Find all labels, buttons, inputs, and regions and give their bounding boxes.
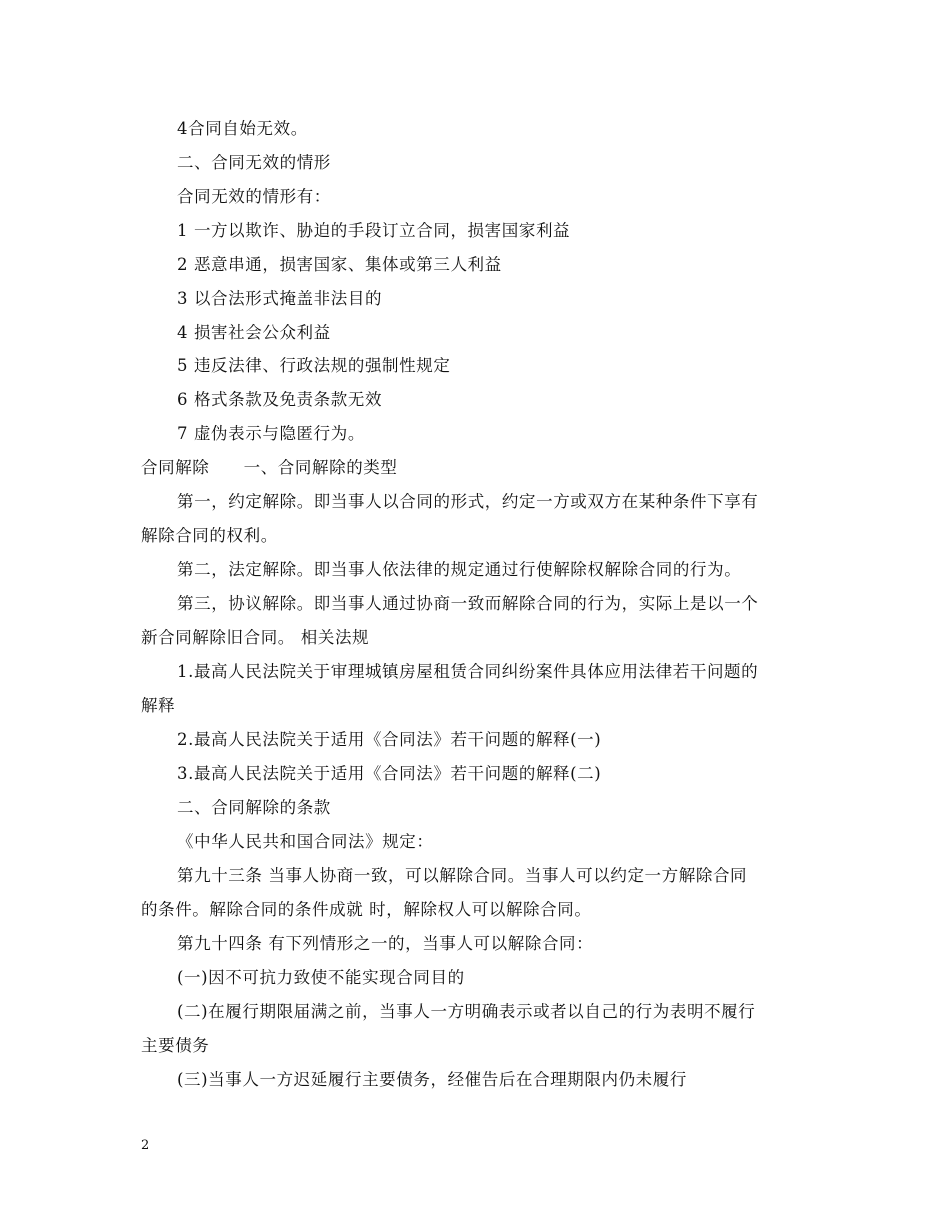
list-item: 3 以合法形式掩盖非法目的 <box>177 289 383 308</box>
paragraph-line: 第二，法定解除。即当事人依法律的规定通过行使解除权解除合同的行为。 <box>177 560 742 579</box>
list-item: 1 一方以欺诈、胁迫的手段订立合同，损害国家利益 <box>177 221 571 240</box>
section-heading: 合同解除 一、合同解除的类型 <box>141 458 398 477</box>
page-number: 2 <box>141 1138 150 1153</box>
list-item: 7 虚伪表示与隐匿行为。 <box>177 424 365 443</box>
section-heading: 二、合同无效的情形 <box>177 153 331 172</box>
list-item: (三)当事人一方迟延履行主要债务，经催告后在合理期限内仍未履行 <box>177 1070 687 1089</box>
list-item: 6 格式条款及免责条款无效 <box>177 390 383 409</box>
list-item: 1.最高人民法院关于审理城镇房屋租赁合同纠纷案件具体应用法律若干问题的 <box>177 662 759 681</box>
paragraph-line: 第一，约定解除。即当事人以合同的形式，约定一方或双方在某种条件下享有 <box>177 492 759 511</box>
section-heading: 二、合同解除的条款 <box>177 798 331 817</box>
paragraph-line: 第九十三条 当事人协商一致，可以解除合同。当事人可以约定一方解除合同 <box>177 866 748 885</box>
list-item: 4 损害社会公众利益 <box>177 323 331 342</box>
text-line: 4合同自始无效。 <box>177 119 308 138</box>
paragraph-line: 新合同解除旧合同。 相关法规 <box>141 628 370 647</box>
list-item: 2.最高人民法院关于适用《合同法》若干问题的解释(一) <box>177 730 602 749</box>
list-item: (一)因不可抗力致使不能实现合同目的 <box>177 968 465 987</box>
text-line: 《中华人民共和国合同法》规定： <box>177 832 434 851</box>
paragraph-line: 的条件。解除合同的条件成就 时，解除权人可以解除合同。 <box>141 900 592 919</box>
paragraph-line: 第九十四条 有下列情形之一的，当事人可以解除合同： <box>177 934 594 953</box>
paragraph-line: 解除合同的权利。 <box>141 526 278 545</box>
paragraph-line: 第三，协议解除。即当事人通过协商一致而解除合同的行为，实际上是以一个 <box>177 594 759 613</box>
list-item: (二)在履行期限届满之前，当事人一方明确表示或者以自己的行为表明不履行 <box>177 1002 756 1021</box>
text-line: 合同无效的情形有： <box>177 187 331 206</box>
list-item: 主要债务 <box>141 1036 210 1055</box>
list-item: 2 恶意串通，损害国家、集体或第三人利益 <box>177 255 502 274</box>
list-item: 3.最高人民法院关于适用《合同法》若干问题的解释(二) <box>177 764 602 783</box>
list-item: 解释 <box>141 696 176 715</box>
list-item: 5 违反法律、行政法规的强制性规定 <box>177 356 451 375</box>
